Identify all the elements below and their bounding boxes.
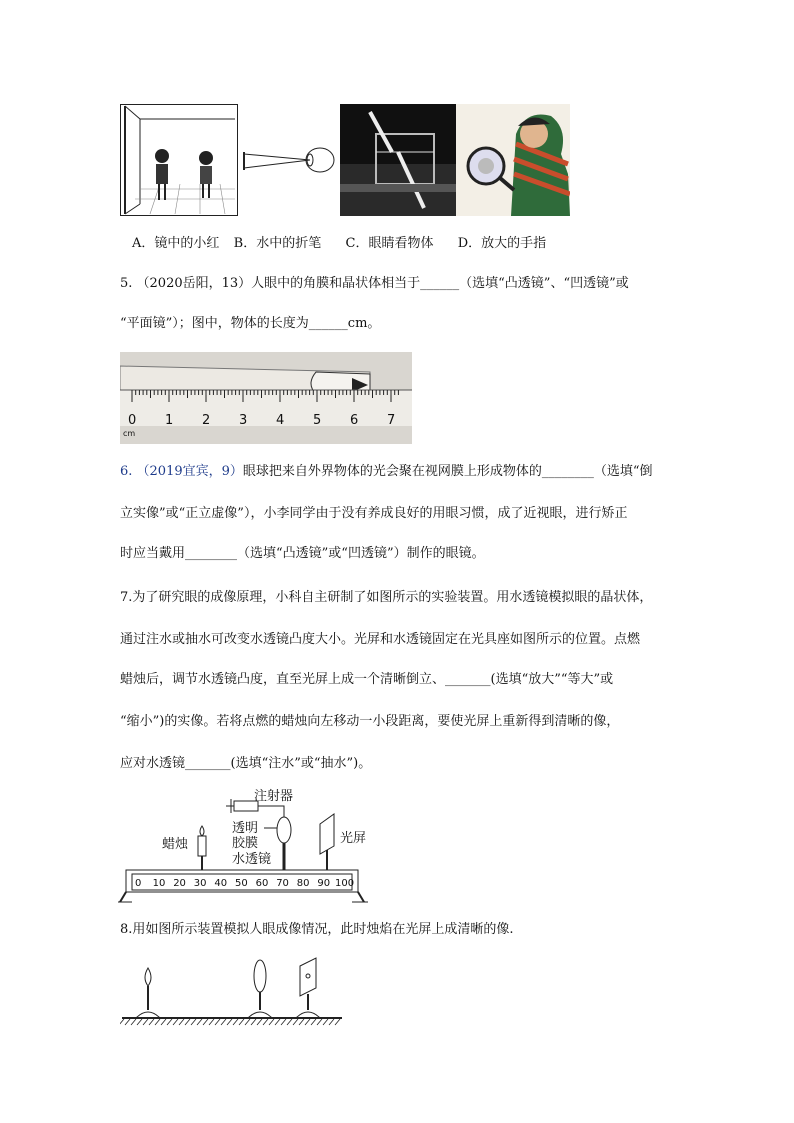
q6-line-3: 时应当戴用________（选填“凸透镜”或“凹透镜”）制作的眼镜。	[120, 546, 485, 561]
eye-model-diagram	[120, 956, 372, 1028]
figure-magnified-finger	[456, 104, 570, 216]
bench-scale-label: 30	[193, 878, 207, 889]
rail-hatch	[120, 1019, 340, 1025]
bench-scale-label: 90	[317, 878, 331, 889]
ruler-tick-label: 3	[239, 413, 248, 428]
q6-source: 6. （2019宜宾，9）	[120, 464, 243, 479]
bench-scale-label: 10	[152, 878, 166, 889]
caption-c: C．眼睛看物体	[345, 236, 434, 251]
bench-scale-label: 80	[296, 878, 310, 889]
q6-line-2: 立实像”或“正立虚像”），小李同学由于没有养成良好的用眼习惯，成了近视眼，进行矫正	[120, 506, 628, 521]
q7-line-1: 7.为了研究眼的成像原理，小科自主研制了如图所示的实验装置。用水透镜模拟眼的晶状体，	[120, 590, 653, 605]
q7-line-5: 应对水透镜_______(选填“注水”或“抽水”)。	[120, 756, 372, 771]
bench-scale-label: 60	[255, 878, 269, 889]
caption-a: A．镜中的小红	[132, 236, 220, 251]
ruler-tick-label: 0	[128, 413, 137, 428]
figure-mirror-girl	[120, 104, 238, 216]
caption-b: B．水中的折笔	[233, 236, 322, 251]
q5-line-1: 5. （2020岳阳，13）人眼中的角膜和晶状体相当于______（选填“凸透镜”、“凹透镜”或	[120, 276, 629, 291]
ruler-tick-label: 2	[202, 413, 211, 428]
label-screen: 光屏	[340, 831, 367, 846]
label-water-lens: 水透镜	[232, 852, 272, 867]
label-syringe: 注射器	[254, 789, 294, 804]
caption-d: D．放大的手指	[457, 236, 547, 251]
figure-eye-diagram	[240, 140, 340, 180]
label-candle: 蜡烛	[162, 837, 189, 852]
optical-bench-diagram	[118, 784, 370, 904]
q7-line-2: 通过注水或抽水可改变水透镜凸度大小。光屏和水透镜固定在光具座如图所示的位置。点燃	[120, 632, 641, 647]
ruler-unit: cm	[123, 429, 136, 438]
ruler-tick-label: 6	[350, 413, 359, 428]
bench-scale-label: 100	[335, 878, 355, 889]
q6-line-1: 眼球把来自外界物体的光会聚在视网膜上形成物体的________（选填“倒	[242, 464, 653, 479]
bench-scale-label: 0	[135, 878, 142, 889]
q8-line-1: 8.用如图所示装置模拟人眼成像情况，此时烛焰在光屏上成清晰的像.	[120, 922, 514, 937]
ruler-tick-label: 5	[313, 413, 322, 428]
label-membrane-1: 透明	[232, 821, 259, 836]
ruler-tick-label: 7	[387, 413, 396, 428]
q7-line-4: “缩小”)的实像。若将点燃的蜡烛向左移动一小段距离，要使光屏上重新得到清晰的像，	[120, 714, 620, 729]
ruler-tick-label: 4	[276, 413, 285, 428]
figure-bent-pencil	[340, 104, 456, 216]
bench-scale-label: 40	[214, 878, 228, 889]
q5-line-2: “平面镜”）；图中，物体的长度为______cm。	[120, 316, 381, 331]
bench-scale-label: 70	[276, 878, 289, 889]
ruler-photo	[120, 352, 412, 444]
bench-scale-label: 50	[235, 878, 248, 889]
ruler-tick-label: 1	[165, 413, 174, 428]
q7-line-3: 蜡烛后，调节水透镜凸度，直至光屏上成一个清晰倒立、_______(选填“放大”“等大”或	[120, 672, 614, 687]
label-membrane-2: 胶膜	[232, 836, 259, 851]
bench-scale-label: 20	[173, 878, 186, 889]
